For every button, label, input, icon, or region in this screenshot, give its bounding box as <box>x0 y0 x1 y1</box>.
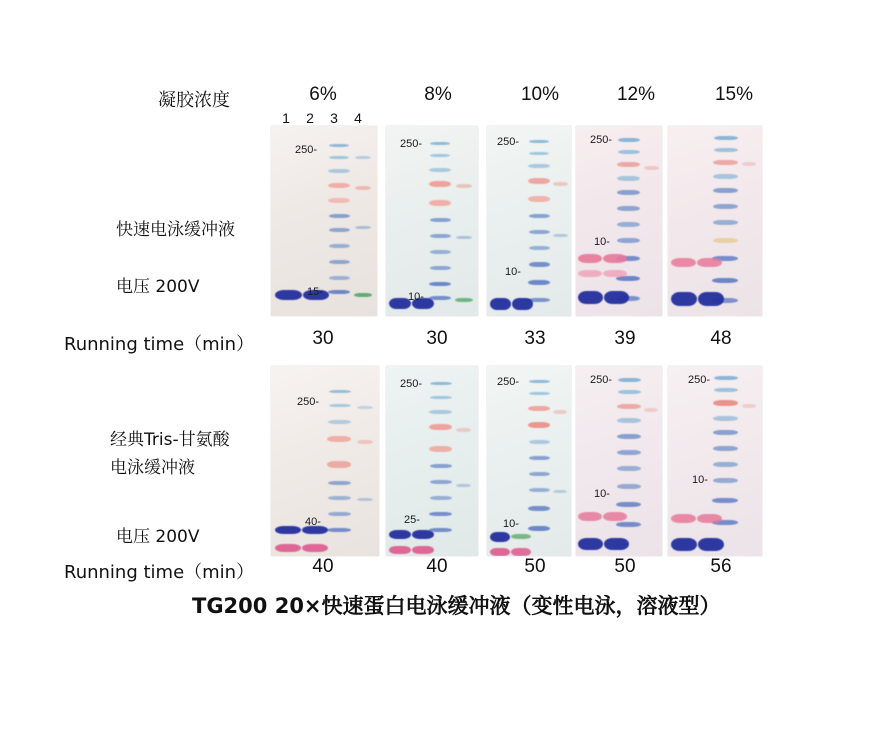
ladder-band <box>528 178 550 184</box>
ladder-band <box>528 196 550 202</box>
sample-band <box>671 538 697 551</box>
ladder-band <box>713 416 738 421</box>
ladder-band <box>329 228 350 232</box>
ladder-band <box>713 204 738 209</box>
marker-10: 10- <box>503 518 519 530</box>
ladder-band <box>713 462 738 467</box>
ladder-band <box>529 440 550 444</box>
gel-bottom-15pct <box>668 366 762 556</box>
sample-band <box>511 548 531 556</box>
sample-band <box>671 292 697 306</box>
running-time-bottom-6: 40 <box>312 556 334 577</box>
ladder-band <box>553 234 568 237</box>
ladder-band <box>617 484 641 489</box>
ladder-band <box>329 156 349 159</box>
ladder-band <box>329 260 350 264</box>
marker-250: 250- <box>297 396 320 408</box>
ladder-band <box>713 174 738 179</box>
ladder-band <box>430 142 450 145</box>
ladder-band <box>529 472 550 476</box>
ladder-band <box>528 164 550 168</box>
bottom-buffer-label-line1: 经典Tris-甘氨酸 <box>110 430 230 450</box>
gel-top-12pct <box>576 126 662 316</box>
sample-band <box>604 291 629 304</box>
bottom-buffer-label-line2: 电泳缓冲液 <box>110 458 195 478</box>
ladder-band <box>712 498 738 503</box>
gel-top-6pct <box>271 126 377 316</box>
ladder-band <box>357 498 373 501</box>
ladder-band <box>456 184 472 188</box>
marker-250: 250- <box>590 374 613 386</box>
ladder-band <box>430 218 451 222</box>
concentration-15: 15% <box>714 84 754 105</box>
marker-40: 40- <box>305 516 321 528</box>
marker-10: 10- <box>594 488 610 500</box>
ladder-band <box>529 152 549 155</box>
ladder-band <box>616 522 641 527</box>
ladder-band <box>456 484 471 487</box>
ladder-band <box>713 430 738 435</box>
gel-bottom-10pct <box>487 366 571 556</box>
sample-band <box>697 258 722 267</box>
ladder-band <box>617 176 640 181</box>
ladder-band <box>355 156 371 159</box>
ladder-band <box>713 400 738 406</box>
ladder-band <box>714 376 738 380</box>
sample-band <box>603 254 627 263</box>
ladder-band <box>528 422 550 428</box>
sample-band <box>578 512 602 521</box>
running-time-top-6: 30 <box>312 328 334 349</box>
lane-number-1: 1 <box>282 110 290 126</box>
sample-band <box>275 544 301 552</box>
top-buffer-label: 快速电泳缓冲液 <box>116 220 235 240</box>
ladder-band <box>354 293 372 297</box>
marker-10: 10- <box>594 236 610 248</box>
ladder-band <box>429 410 452 414</box>
ladder-band <box>644 166 659 170</box>
ladder-band <box>328 512 351 516</box>
figure-caption: TG200 20×快速蛋白电泳缓冲液（变性电泳，溶液型） <box>192 594 721 618</box>
ladder-band <box>327 436 351 442</box>
ladder-band <box>329 390 351 393</box>
running-time-bottom-8: 40 <box>426 556 448 577</box>
ladder-band <box>430 266 451 270</box>
ladder-band <box>329 244 350 248</box>
ladder-band <box>357 406 373 409</box>
ladder-band <box>328 420 351 424</box>
ladder-band <box>429 168 451 172</box>
ladder-band <box>455 298 473 302</box>
ladder-band <box>430 234 451 238</box>
ladder-band <box>430 496 452 500</box>
sample-band <box>302 544 328 552</box>
ladder-band <box>714 148 738 152</box>
marker-10: 10- <box>505 266 521 278</box>
ladder-band <box>617 466 641 471</box>
sample-band <box>698 538 724 551</box>
ladder-band <box>529 488 550 492</box>
ladder-band <box>618 150 640 154</box>
sample-band <box>275 526 301 534</box>
ladder-band <box>617 222 640 227</box>
running-time-label-top: Running time（min） <box>64 334 255 355</box>
sample-band <box>490 532 510 542</box>
marker-250: 250- <box>400 138 423 150</box>
ladder-band <box>713 478 738 483</box>
marker-10: 10- <box>408 291 424 303</box>
running-time-top-12: 39 <box>614 328 636 349</box>
ladder-band <box>328 481 351 485</box>
ladder-band <box>617 450 641 455</box>
ladder-band <box>430 382 452 385</box>
ladder-band <box>553 182 568 186</box>
ladder-band <box>742 404 756 408</box>
ladder-band <box>430 154 450 157</box>
ladder-band <box>429 446 452 452</box>
sample-band <box>412 530 434 539</box>
gel-background <box>487 126 571 316</box>
marker-15: 15- <box>307 286 323 298</box>
ladder-band <box>429 200 451 206</box>
ladder-band <box>713 160 738 165</box>
running-time-bottom-15: 56 <box>710 556 732 577</box>
ladder-band <box>617 162 640 167</box>
sample-band <box>578 538 603 550</box>
ladder-band <box>328 169 350 173</box>
ladder-band <box>430 480 452 484</box>
sample-band <box>697 514 722 523</box>
running-time-bottom-10: 50 <box>524 556 546 577</box>
sample-band <box>412 546 434 554</box>
sample-band <box>671 258 696 267</box>
ladder-band <box>528 280 550 285</box>
ladder-band <box>355 186 371 190</box>
concentration-12: 12% <box>616 84 656 105</box>
ladder-band <box>617 404 641 409</box>
ladder-band <box>529 262 550 267</box>
ladder-band <box>617 206 640 211</box>
ladder-band <box>429 424 452 430</box>
sample-band <box>578 270 602 277</box>
sample-band <box>671 514 696 523</box>
ladder-band <box>528 506 550 511</box>
ladder-band <box>714 388 738 392</box>
ladder-band <box>329 276 350 280</box>
running-time-top-10: 33 <box>524 328 546 349</box>
ladder-band <box>529 140 549 143</box>
ladder-band <box>430 250 451 254</box>
lane-number-4: 4 <box>354 110 362 126</box>
marker-250: 250- <box>497 376 520 388</box>
ladder-band <box>327 528 351 532</box>
gel-bottom-8pct <box>386 366 478 556</box>
sample-band <box>603 270 627 277</box>
gel-background <box>271 126 377 316</box>
ladder-band <box>328 496 351 500</box>
ladder-band <box>713 446 738 451</box>
ladder-band <box>529 230 550 234</box>
ladder-band <box>528 406 550 411</box>
lane-numbers <box>274 110 370 126</box>
sample-band <box>511 534 531 539</box>
gel-background <box>668 366 762 556</box>
concentration-10: 10% <box>520 84 560 105</box>
gel-top-8pct <box>386 126 478 316</box>
sample-band <box>578 291 603 304</box>
ladder-band <box>714 136 738 140</box>
sample-band <box>604 538 629 550</box>
ladder-band <box>529 456 550 460</box>
ladder-band <box>357 440 373 444</box>
ladder-band <box>355 226 371 229</box>
ladder-band <box>429 181 451 187</box>
ladder-band <box>429 512 452 516</box>
ladder-band <box>430 464 452 468</box>
gel-concentration-label: 凝胶浓度 <box>158 90 230 111</box>
sample-band <box>603 512 627 521</box>
ladder-band <box>712 278 738 283</box>
concentration-8: 8% <box>424 84 452 105</box>
top-voltage-label: 电压 200V <box>116 277 200 297</box>
ladder-band <box>618 138 640 142</box>
ladder-band <box>430 396 452 399</box>
sample-band <box>512 298 533 310</box>
sample-band <box>698 292 724 306</box>
gel-bottom-6pct <box>271 366 379 556</box>
ladder-band <box>329 144 349 147</box>
ladder-band <box>553 410 567 414</box>
lane-number-2: 2 <box>306 110 314 126</box>
ladder-band <box>328 198 350 203</box>
gel-background <box>576 366 662 556</box>
running-time-top-15: 48 <box>710 328 732 349</box>
ladder-band <box>618 378 641 382</box>
sample-band <box>275 290 302 300</box>
ladder-band <box>329 404 351 407</box>
ladder-band <box>553 490 567 493</box>
ladder-band <box>618 390 641 394</box>
ladder-band <box>713 220 738 225</box>
running-time-label-bottom: Running time（min） <box>64 562 255 583</box>
ladder-band <box>429 282 451 286</box>
ladder-band <box>328 183 350 188</box>
concentration-6: 6% <box>309 84 337 105</box>
ladder-band <box>529 214 550 218</box>
sample-band <box>490 298 511 310</box>
marker-250: 250- <box>590 134 613 146</box>
ladder-band <box>617 190 640 195</box>
sample-band <box>490 548 510 556</box>
marker-250: 250- <box>688 374 711 386</box>
marker-250: 250- <box>295 144 318 156</box>
ladder-band <box>713 188 738 193</box>
ladder-band <box>529 392 550 395</box>
marker-10: 10- <box>692 474 708 486</box>
running-time-top-8: 30 <box>426 328 448 349</box>
marker-250: 250- <box>497 136 520 148</box>
ladder-band <box>644 408 658 412</box>
gel-top-10pct <box>487 126 571 316</box>
bottom-voltage-label: 电压 200V <box>116 527 200 547</box>
gel-bottom-12pct <box>576 366 662 556</box>
ladder-band <box>328 290 350 294</box>
lane-number-3: 3 <box>330 110 338 126</box>
ladder-band <box>329 214 350 218</box>
ladder-band <box>529 380 550 383</box>
ladder-band <box>529 246 550 250</box>
ladder-band <box>456 236 472 239</box>
ladder-band <box>456 428 471 432</box>
marker-25: 25- <box>404 514 420 526</box>
ladder-band <box>616 502 641 507</box>
sample-band <box>578 254 602 263</box>
sample-band <box>389 546 411 554</box>
marker-250: 250- <box>400 378 423 390</box>
ladder-band <box>528 526 550 531</box>
ladder-band <box>327 461 351 468</box>
ladder-band <box>617 434 641 439</box>
gel-background <box>576 126 662 316</box>
ladder-band <box>617 238 640 243</box>
running-time-bottom-12: 50 <box>614 556 636 577</box>
sample-band <box>389 530 411 539</box>
ladder-band <box>713 238 738 243</box>
ladder-band <box>742 162 756 166</box>
ladder-band <box>617 418 641 423</box>
gel-top-15pct <box>668 126 762 316</box>
